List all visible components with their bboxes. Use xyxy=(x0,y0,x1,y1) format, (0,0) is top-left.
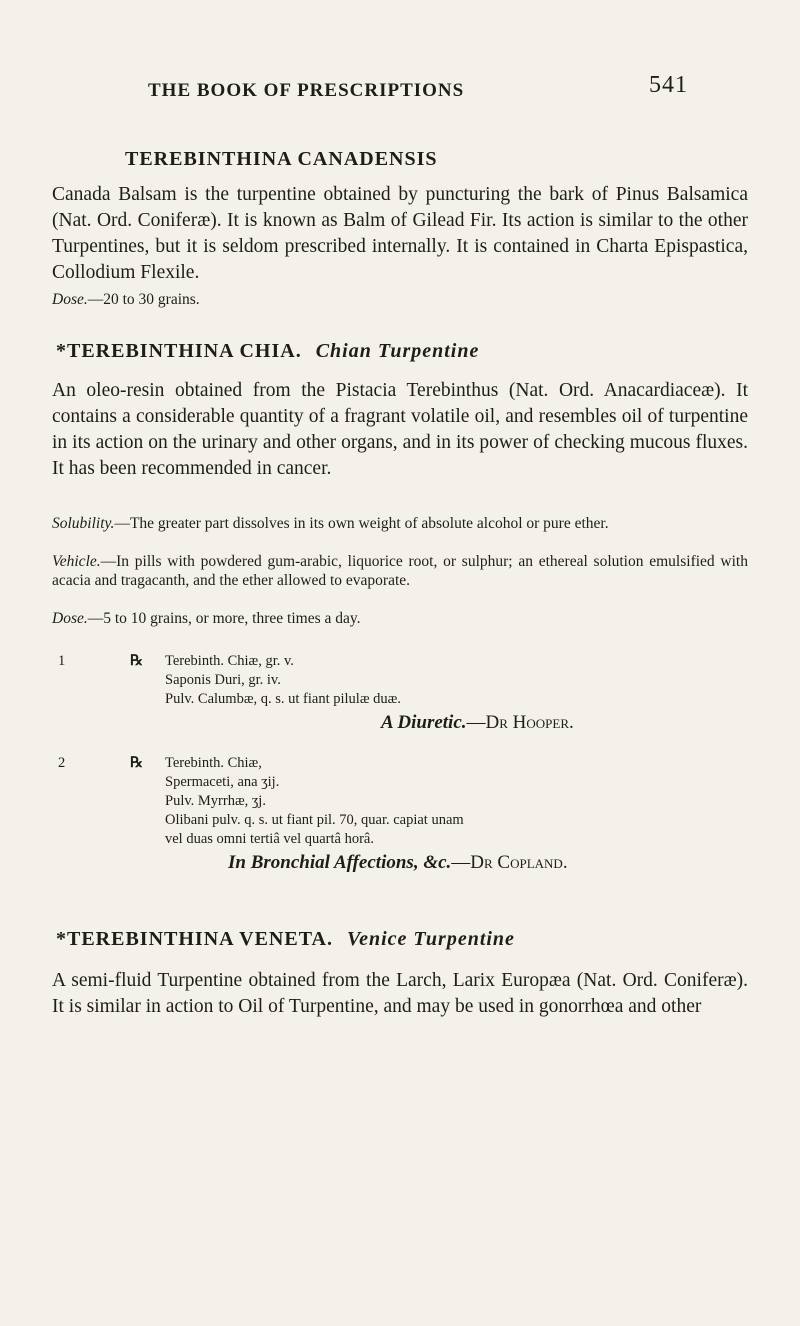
recipe-symbol-icon: ℞ xyxy=(130,755,143,771)
running-header xyxy=(148,72,688,102)
dose-canadensis: Dose.—20 to 30 grains. xyxy=(52,291,200,308)
section-body-canadensis: Canada Balsam is the turpentine obtained by puncturing the bark of Pinus Balsamica (Nat. Ord. Coniferæ). It is known as Balm of Gilead Fir. Its action is similar to the other Turpentines, but it is seldom prescribed internally. It is contained in Charta Epispastica, Collodium Flexile. xyxy=(52,184,748,283)
vehicle-chia: Vehicle.—In pills with powdered gum-arabic, liquorice root, or sulphur; an ethereal solution emulsified with acacia and tragacanth, and the ether allowed to evaporate. xyxy=(52,553,748,589)
section-body-veneta: A semi-fluid Turpentine obtained from the Larch, Larix Europæa (Nat. Ord. Coniferæ). It is similar in action to Oil of Turpentine, and may be used in gonorrhœa and other xyxy=(52,970,748,1017)
dose-chia: Dose.—5 to 10 grains, or more, three times a day. xyxy=(52,610,361,627)
prescription-lines: Terebinth. Chiæ, Spermaceti, ana ʒij. Pulv. Myrrhæ, ʒj. Olibani pulv. q. s. ut fiant pil. 70, quar. capiat unam vel duas omni tertiâ vel quartâ horâ. xyxy=(165,755,464,847)
solubility-chia: Solubility.—The greater part dissolves in its own weight of absolute alcohol or pure ether. xyxy=(52,515,609,532)
prescription-number: 2 xyxy=(58,755,66,771)
prescription-1-attribution: A Diuretic.—Dr Hooper. xyxy=(381,712,574,733)
prescription-lines: Terebinth. Chiæ, gr. v. Saponis Duri, gr. iv. Pulv. Calumbæ, q. s. ut fiant pilulæ duæ. xyxy=(165,653,401,707)
english-name-veneta: Venice Turpentine xyxy=(347,928,515,950)
prescription-number: 1 xyxy=(58,653,66,669)
section-body-chia: An oleo-resin obtained from the Pistacia Terebinthus (Nat. Ord. Anacardiaceæ). It contains a considerable quantity of a fragrant volatile oil, and resembles oil of turpentine in its action on the urinary and other organs, and in its power of checking mucous fluxes. It has been recommended in cancer. xyxy=(52,380,748,479)
page-number: 541 xyxy=(649,72,688,98)
running-title: THE BOOK OF PRESCRIPTIONS xyxy=(148,80,465,101)
prescription-2-attribution: In Bronchial Affections, &c.—Dr Copland. xyxy=(228,852,568,873)
english-name-chia: Chian Turpentine xyxy=(315,340,480,362)
section-heading-veneta: *TEREBINTHINA VENETA. Venice Turpentine xyxy=(56,928,515,950)
section-heading-canadensis: TEREBINTHINA CANADENSIS xyxy=(125,148,438,170)
section-heading-chia: *TEREBINTHINA CHIA. Chian Turpentine xyxy=(56,340,480,362)
recipe-symbol-icon: ℞ xyxy=(130,653,143,669)
